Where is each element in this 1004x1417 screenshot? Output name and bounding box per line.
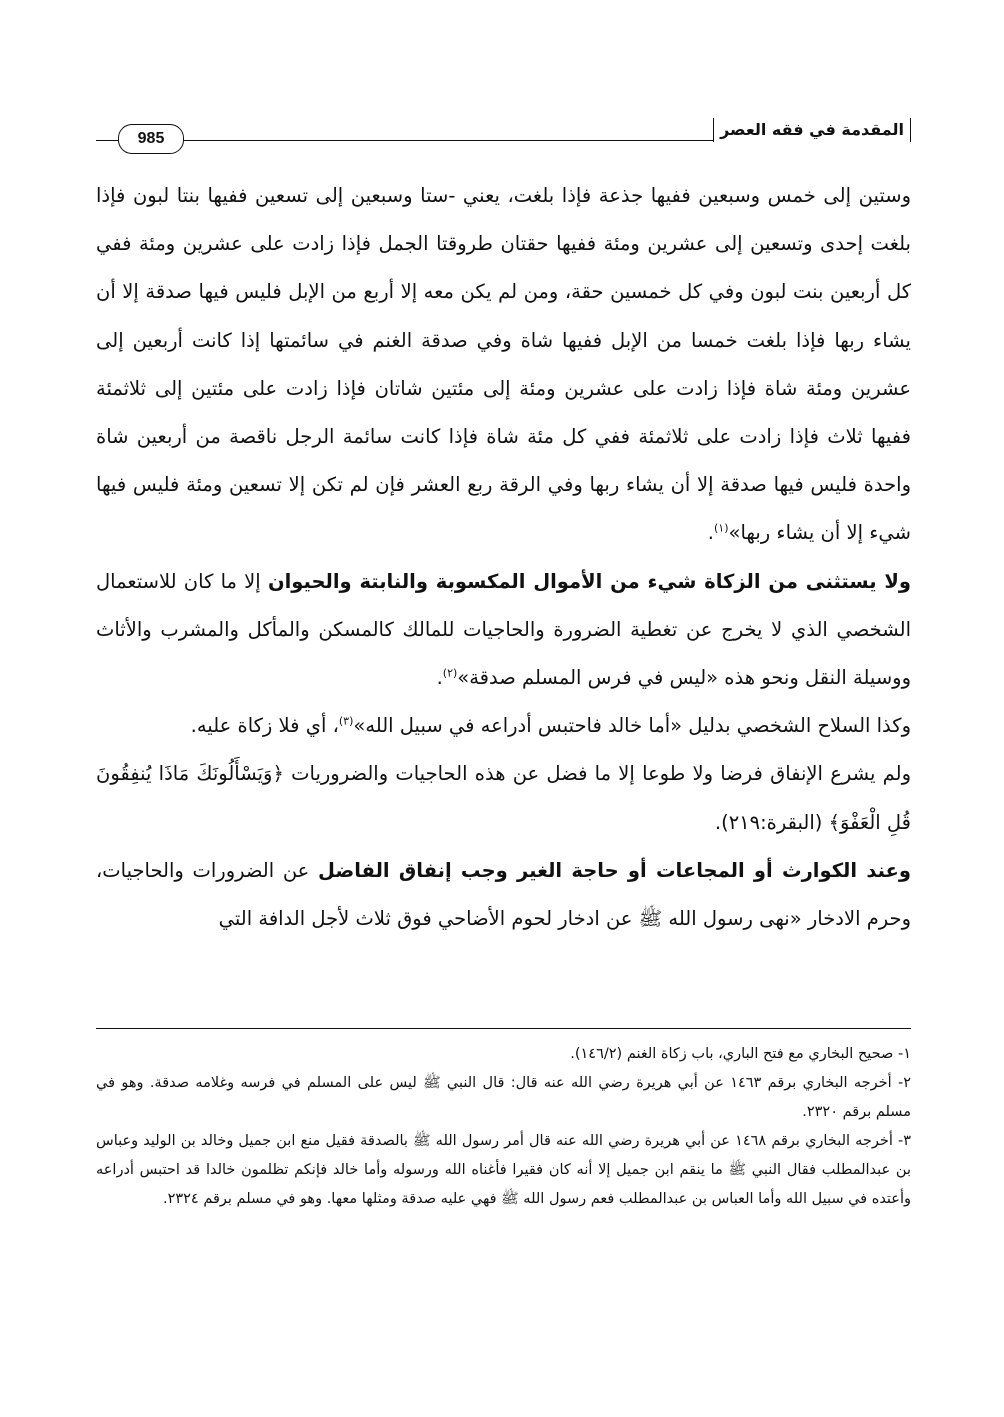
paragraph-3 xyxy=(96,702,911,750)
paragraph-4 xyxy=(96,750,911,846)
footnote-2: ٢- أخرجه البخاري برقم ١٤٦٣ عن أبي هريرة رضي الله عنه قال: قال النبي ﷺ ليس على المسلم في فرسه وغلامه صدقة. وهو في مسلم برقم ٢٣٢٠. xyxy=(96,1075,911,1120)
paragraph-5-bold: وعند الكوارث أو المجاعات أو حاجة الغير وجب إنفاق الفاضل xyxy=(317,858,911,882)
paragraph-2-text: إلا ما كان للاستعمال الشخصي الذي لا يخرج عن تغطية الضرورة والحاجيات للمالك كالمسكن والمأكل والمشرب والأثاث ووسيلة النقل ونحو هذه «ليس في فرس المسلم صدقة» xyxy=(96,569,911,690)
paragraph-5 xyxy=(96,847,911,943)
footnote-3: ٣- أخرجه البخاري برقم ١٤٦٨ عن أبي هريرة رضي الله عنه قال أمر رسول الله ﷺ بالصدقة فقيل منع ابن جميل وخالد بن الوليد وعباس بن عبدالمطلب فقال النبي ﷺ ما ينقم ابن جميل إلا أنه كان فقيرا فأغناه الله ورسوله وأما خالد فإنكم تظلمون خالدا قد احتبس أدراعه وأعتده في سبيل الله وأما العباس بن عبدالمطلب فعم رسول الله ﷺ فهي عليه صدقة ومثلها معها. وهو في مسلم برقم ٢٣٢٤. xyxy=(96,1133,912,1207)
footnote-ref-2: (٢) xyxy=(442,666,458,680)
paragraph-4-text: ولم يشرع الإنفاق فرضا ولا طوعا إلا ما فضل عن هذه الحاجيات والضروريات xyxy=(291,762,911,786)
paragraph-1: وستين إلى خمس وسبعين ففيها جذعة فإذا بلغت، يعني -ستا وسبعين إلى تسعين ففيها بنتا لبون فإذا بلغت إحدى وتسعين إلى عشرين ومئة ففيها حقتان طروقتا الجمل فإذا زادت على عشرين ومئة ففي كل أربعين بنت لبون وفي كل خمسين حقة، ومن لم يكن معه إلا أربع من الإبل فليس فيها صدقة إلا أن يشاء ربها فإذا بلغت خمسا من الإبل ففيها شاة وفي صدقة الغنم في سائمتها إذا كانت أربعين إلى عشرين ومئة شاة فإذا زادت على عشرين ومئة إلى مئتين شاتان فإذا زادت على مئتين إلى ثلاثمئة ففيها ثلاث فإذا زادت على ثلاثمئة ففي كل مئة شاة فإذا كانت سائمة الرجل ناقصة من أربعين شاة واحدة فليس فيها صدقة إلا أن يشاء ربها وفي الرقة ربع العشر فإن لم تكن إلا تسعين ومئة فليس فيها شيء إلا أن يشاء ربها»$^{(١)}$. xyxy=(96,184,911,545)
paragraph-3-text-a: وكذا السلاح الشخصي بدليل «أما خالد فاحتبس أدراعه في سبيل الله» xyxy=(353,714,911,738)
running-title: المقدمة في فقه العصر xyxy=(713,118,911,142)
quran-verse: ﴿وَيَسْأَلُونَكَ مَاذَا يُنفِقُونَ قُلِ الْعَفْوَ﴾ (البقرة:٢١٩). xyxy=(96,762,911,834)
footnote-1: ١- صحيح البخاري مع فتح الباري، باب زكاة الغنم (١٤٦/٢). xyxy=(570,1046,911,1062)
main-text xyxy=(96,172,911,943)
paragraph-2: ولا يستثنى من الزكاة شيء من الأموال المكسوبة والنابتة والحيوان إلا ما كان للاستعمال الشخصي الذي لا يخرج عن تغطية الضرورة والحاجيات للمالك كالمسكن والمأكل والمشرب والأثاث ووسيلة النقل ونحو هذه «ليس في فرس المسلم صدقة»$^{(٢)}$. xyxy=(96,569,911,690)
paragraph-1-text: وستين إلى خمس وسبعين ففيها جذعة فإذا بلغت، يعني -ستا وسبعين إلى تسعين ففيها بنتا لبون فإذا بلغت إحدى وتسعين إلى عشرين ومئة ففيها حقتان طروقتا الجمل فإذا زادت على عشرين ومئة ففي كل أربعين بنت لبون وفي كل خمسين حقة، ومن لم يكن معه إلا أربع من الإبل فليس فيها صدقة إلا أن يشاء ربها فإذا بلغت خمسا من الإبل ففيها شاة وفي صدقة الغنم في سائمتها إذا كانت أربعين إلى عشرين ومئة شاة فإذا زادت على عشرين ومئة إلى مئتين شاتان فإذا زادت على مئتين إلى ثلاثمئة ففيها ثلاث فإذا زادت على ثلاثمئة ففي كل مئة شاة فإذا كانت سائمة الرجل ناقصة من أربعين شاة واحدة فليس فيها صدقة إلا أن يشاء ربها وفي الرقة ربع العشر فإن لم تكن إلا تسعين ومئة فليس فيها شيء إلا أن يشاء ربها» xyxy=(96,184,911,545)
footnotes xyxy=(96,1040,911,1214)
footnote-ref-1: (١) xyxy=(714,521,729,535)
footnote-separator xyxy=(96,1028,911,1029)
footnote-ref-3: (٣) xyxy=(338,714,354,728)
paragraph-3-text-b: ، أي فلا زكاة عليه. xyxy=(190,714,339,738)
page-number: 985 xyxy=(118,124,184,154)
paragraph-5-text: عن الضرورات والحاجيات، وحرم الادخار «نهى رسول الله ﷺ عن ادخار لحوم الأضاحي فوق ثلاث لأجل الدافة التي xyxy=(96,858,911,931)
paragraph-2-bold: ولا يستثنى من الزكاة شيء من الأموال المكسوبة والنابتة والحيوان xyxy=(267,569,911,593)
